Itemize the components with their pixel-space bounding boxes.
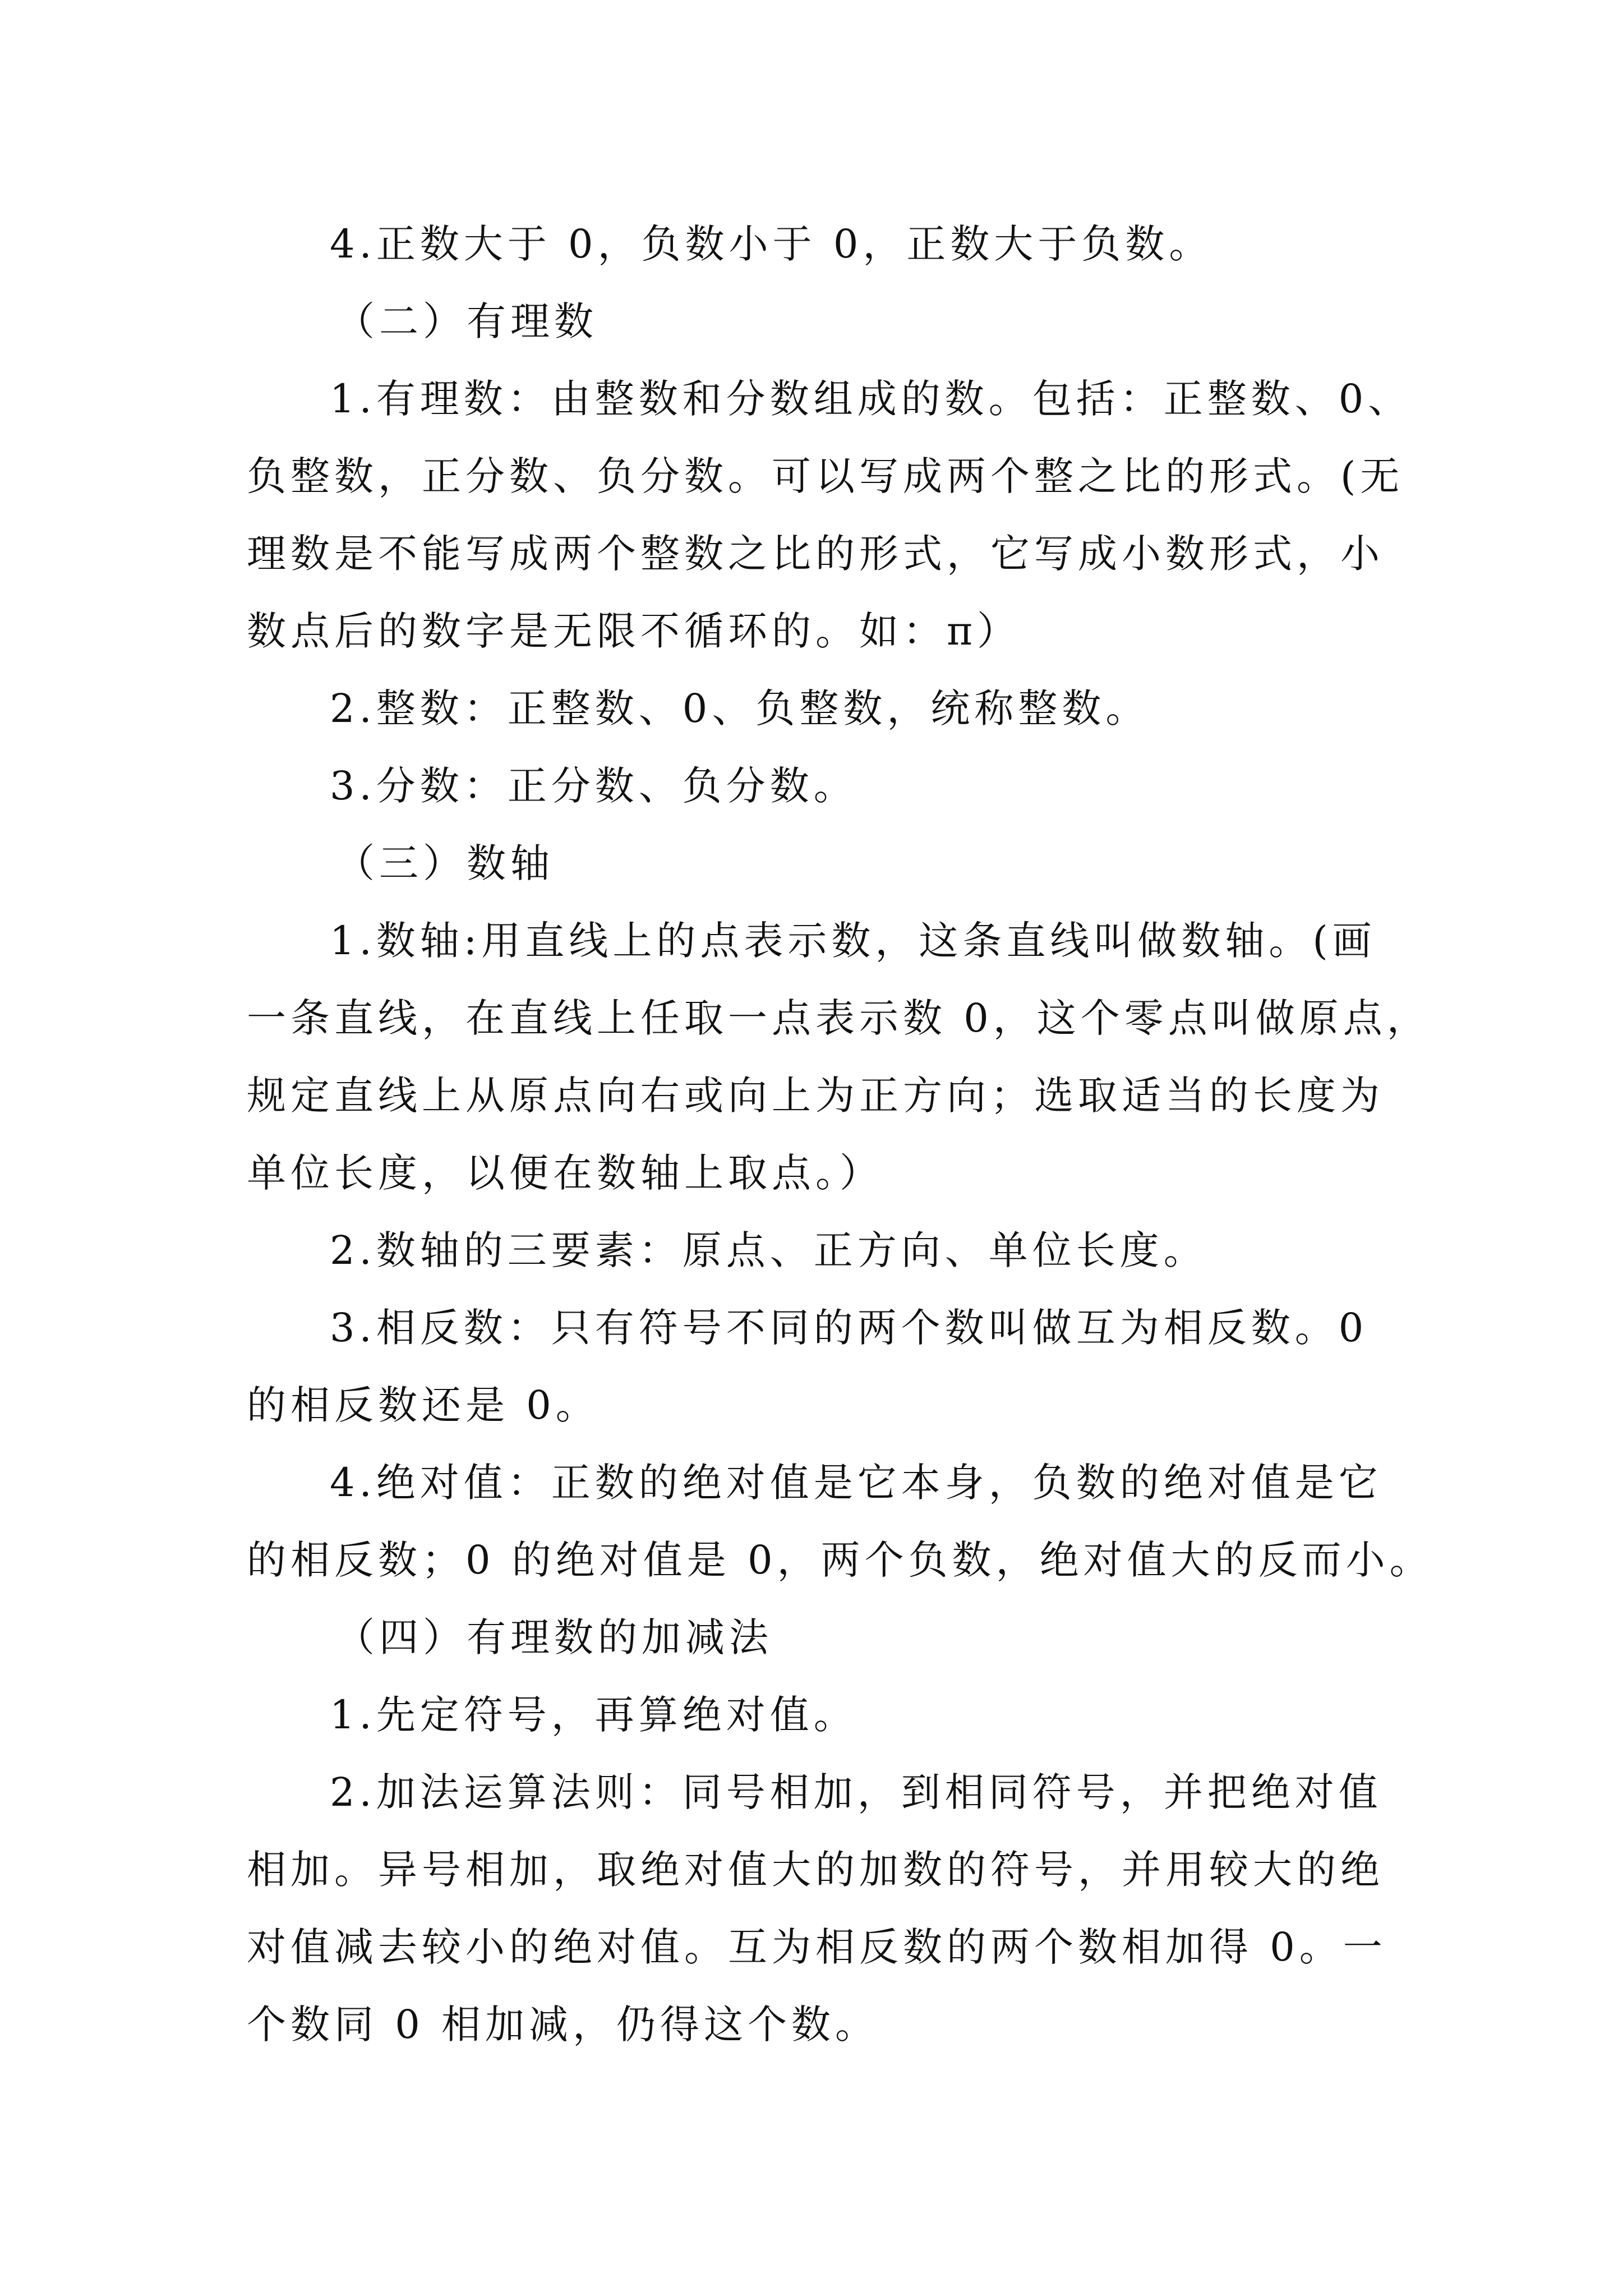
- paragraph-sign-first: 1.先定符号，再算绝对值。: [330, 1692, 857, 1738]
- paragraph-rational-number-definition-line-3: 理数是不能写成两个整数之比的形式，它写成小数形式，小: [247, 531, 1384, 577]
- paragraph-addition-rules: 2.加法运算法则：同号相加，到相同符号，并把绝对值: [330, 1769, 1382, 1815]
- paragraph-absolute-value: 4.绝对值：正数的绝对值是它本身，负数的绝对值是它: [330, 1460, 1382, 1506]
- paragraph-addition-rules-line-3: 对值减去较小的绝对值。互为相反数的两个数相加得 0。一: [247, 1924, 1387, 1970]
- paragraph-number-line-definition-line-4: 单位长度，以便在数轴上取点。）: [247, 1150, 883, 1196]
- section-heading-rational-numbers: （二）有理数: [335, 298, 598, 344]
- paragraph-positive-negative-comparison: 4.正数大于 0，负数小于 0，正数大于负数。: [330, 221, 1213, 267]
- paragraph-number-line-definition: 1.数轴:用直线上的点表示数，这条直线叫做数轴。(画: [330, 918, 1376, 964]
- paragraph-rational-number-definition: 1.有理数：由整数和分数组成的数。包括：正整数、0、: [330, 376, 1412, 422]
- paragraph-absolute-value-line-2: 的相反数；0 的绝对值是 0，两个负数，绝对值大的反而小。: [247, 1537, 1433, 1583]
- paragraph-fractions: 3.分数：正分数、负分数。: [330, 763, 857, 809]
- paragraph-addition-rules-line-2: 相加。异号相加，取绝对值大的加数的符号，并用较大的绝: [247, 1847, 1384, 1893]
- paragraph-number-line-elements: 2.数轴的三要素：原点、正方向、单位长度。: [330, 1227, 1207, 1273]
- paragraph-rational-number-definition-line-2: 负整数，正分数、负分数。可以写成两个整之比的形式。(无: [247, 453, 1404, 499]
- section-heading-number-line: （三）数轴: [335, 840, 554, 886]
- paragraph-integers: 2.整数：正整数、0、负整数，统称整数。: [330, 685, 1150, 731]
- paragraph-number-line-definition-line-3: 规定直线上从原点向右或向上为正方向；选取适当的长度为: [247, 1073, 1384, 1119]
- paragraph-number-line-definition-line-2: 一条直线，在直线上任取一点表示数 0，这个零点叫做原点，: [247, 995, 1431, 1041]
- section-heading-addition-subtraction: （四）有理数的加减法: [335, 1614, 773, 1660]
- paragraph-opposite-numbers: 3.相反数：只有符号不同的两个数叫做互为相反数。0: [330, 1305, 1368, 1351]
- paragraph-addition-rules-line-4: 个数同 0 相加减，仍得这个数。: [247, 2001, 879, 2047]
- paragraph-rational-number-definition-line-4: 数点后的数字是无限不循环的。如：π）: [247, 608, 1021, 654]
- paragraph-opposite-numbers-line-2: 的相反数还是 0。: [247, 1382, 600, 1428]
